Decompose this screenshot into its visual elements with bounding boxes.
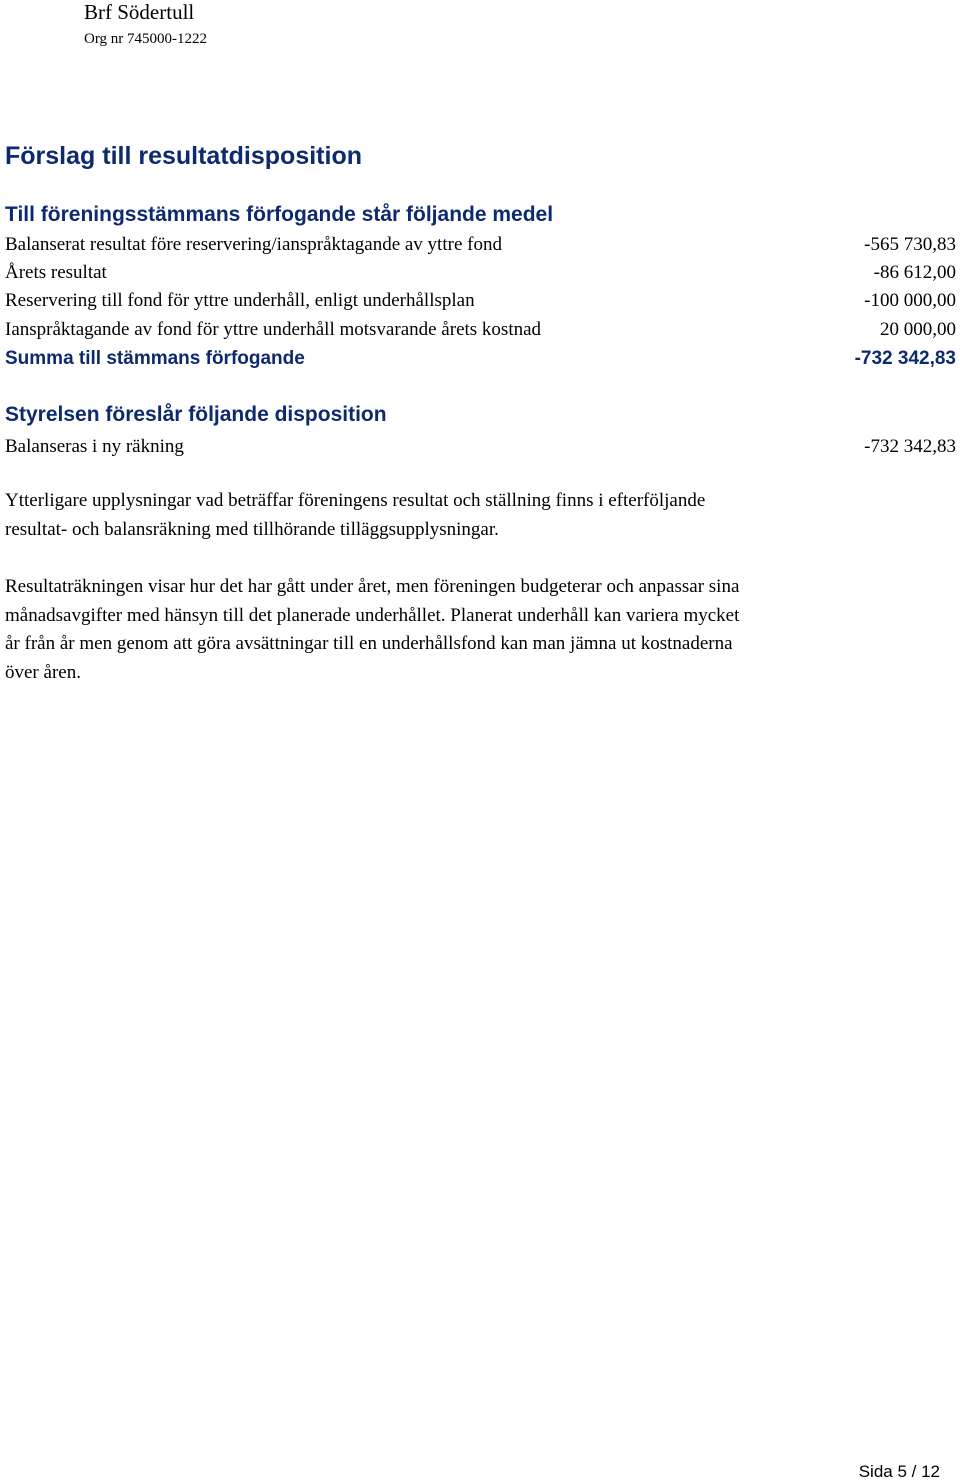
paragraph-line: över åren.: [5, 661, 81, 683]
proposal-row-value: -732 342,83: [864, 436, 956, 457]
funds-row: [5, 259, 956, 287]
funds-total-value: -732 342,83: [854, 348, 956, 369]
funds-row: [5, 231, 956, 259]
funds-row-value: 20 000,00: [880, 319, 956, 340]
funds-row: [5, 287, 956, 315]
funds-row-value: -565 730,83: [864, 234, 956, 255]
funds-row-label: Ianspråktagande av fond för yttre underhåll motsvarande årets kostnad: [5, 319, 542, 340]
organization-name: Brf Södertull: [84, 0, 195, 24]
funds-row-value: -100 000,00: [864, 290, 956, 311]
proposal-row: [5, 433, 956, 461]
available-funds-heading: Till föreningsstämmans förfogande står följande medel: [5, 203, 554, 226]
proposal-row-label: Balanseras i ny räkning: [5, 436, 184, 457]
funds-total-label: Summa till stämmans förfogande: [5, 348, 305, 369]
paragraph-line: resultat- och balansräkning med tillhörande tilläggsupplysningar.: [5, 518, 499, 540]
funds-row: [5, 316, 956, 344]
funds-row-label: Reservering till fond för yttre underhåll, enligt underhållsplan: [5, 290, 475, 311]
page-title: Förslag till resultatdisposition: [5, 142, 362, 170]
paragraph-line: Resultaträkningen visar hur det har gått under året, men föreningen budgeterar och anpassar sina: [5, 576, 740, 597]
proposal-heading: Styrelsen föreslår följande disposition: [5, 403, 387, 426]
funds-row-label: Årets resultat: [5, 262, 107, 283]
funds-row-label: Balanserat resultat före reservering/ianspråktagande av yttre fond: [5, 234, 502, 255]
funds-row-value: -86 612,00: [873, 262, 956, 283]
paragraph-line: år från år men genom att göra avsättningar till en underhållsfond kan man jämna ut kostnaderna: [5, 633, 733, 654]
explanation-paragraph: [5, 573, 935, 687]
info-paragraph: [5, 487, 935, 544]
funds-total-row: [5, 345, 956, 373]
paragraph-line: månadsavgifter med hänsyn till det planerade underhållet. Planerat underhåll kan variera mycket: [5, 604, 740, 626]
paragraph-line: Ytterligare upplysningar vad beträffar föreningens resultat och ställning finns i efterföljande: [5, 490, 706, 511]
page-number: Sida 5 / 12: [858, 1462, 940, 1481]
organization-number: Org nr 745000-1222: [84, 31, 208, 47]
